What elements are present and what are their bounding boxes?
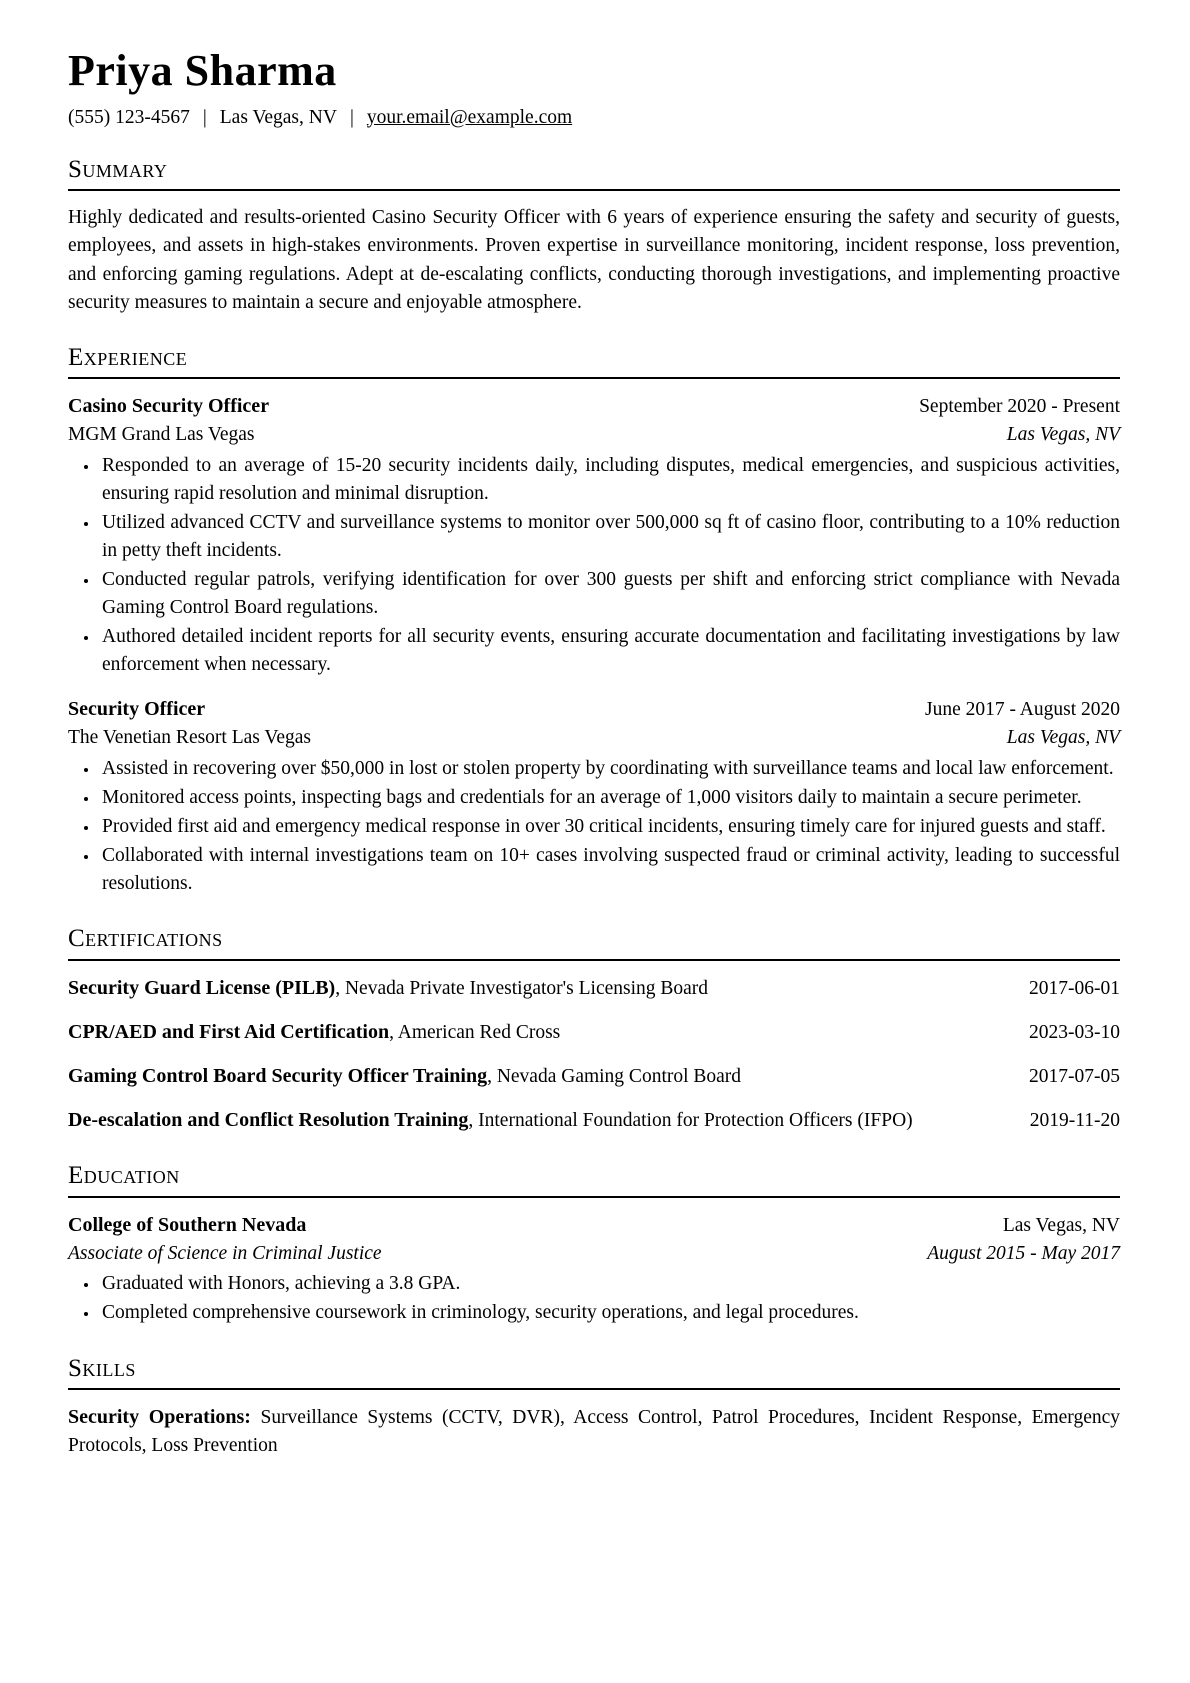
skills-line [68, 1403, 1120, 1460]
school-location: Las Vegas, NV [1002, 1214, 1120, 1236]
section-summary [68, 156, 1120, 317]
certification-issuer-separator: , [389, 1022, 398, 1043]
certification-issuer: International Foundation for Protection Officers (IFPO) [478, 1110, 913, 1132]
certification-issuer: American Red Cross [397, 1022, 561, 1043]
education-bullet: • Completed comprehensive coursework in criminology, security operations, and legal procedures. [99, 1299, 1120, 1327]
section-experience [68, 344, 1120, 899]
job-bullet: • Conducted regular patrols, verifying identification for over 300 guests per shift and enforcing strict compliance with Nevada Gaming Control Board regulations. [99, 566, 1120, 622]
experience-heading: Experience [68, 344, 1120, 380]
certification-date: 2017-07-05 [1029, 1066, 1120, 1088]
job-bullet: • Utilized advanced CCTV and surveillance systems to monitor over 500,000 sq ft of casino floor, contributing to a 10% reduction in petty theft incidents. [99, 509, 1120, 565]
education-heading: Education [68, 1162, 1120, 1198]
certification-row [68, 1062, 1120, 1091]
certification-name: Gaming Control Board Security Officer Training [68, 1065, 488, 1088]
certification-row [68, 1106, 1120, 1135]
skills-list-text: Surveillance Systems (CCTV, DVR), Access Control, Patrol Procedures, Incident Response, Emergency Protocols, Loss Prevention [68, 1407, 1121, 1457]
summary-paragraph: Highly dedicated and results-oriented Casino Security Officer with 6 years of experience ensuring the safety and security of guests, employees, and assets in high-stakes environments. Proven expertise in surveillance monitoring, incident response, loss prevention, and enforcing gaming regulations. Adept at de-escalating conflicts, conducting thorough investigations, and implementing proactive security measures to maintain a secure and enjoyable atmosphere. [68, 207, 1120, 313]
certification-name: De-escalation and Conflict Resolution Training [68, 1109, 469, 1132]
experience-job [68, 695, 1120, 898]
certification-issuer-separator: , [468, 1110, 479, 1132]
job-dates: June 2017 - August 2020 [925, 699, 1120, 721]
job-bullet: • Provided first aid and emergency medical response in over 30 critical incidents, ensuring timely care for injured guests and staff. [99, 813, 1120, 841]
summary-heading: Summary [68, 156, 1120, 192]
certification-row [68, 974, 1120, 1003]
education-entry [68, 1211, 1120, 1328]
certification-name: Security Guard License (PILB) [68, 976, 336, 999]
section-education [68, 1162, 1120, 1327]
job-bullet: • Authored detailed incident reports for all security events, ensuring accurate documentation and facilitating investigations by law enforcement when necessary. [99, 623, 1120, 679]
job-bullet: • Monitored access points, inspecting bags and credentials for an average of 1,000 visitors daily to maintain a secure perimeter. [99, 784, 1120, 812]
certification-issuer-separator: , [487, 1066, 497, 1088]
job-bullet-list [68, 755, 1120, 898]
person-name: Priya Sharma [68, 46, 337, 95]
experience-job [68, 392, 1120, 679]
certifications-heading: Certifications [68, 925, 1120, 961]
job-title: Security Officer [68, 698, 206, 721]
job-company: The Venetian Resort Las Vegas [68, 727, 311, 749]
location-text: Las Vegas, NV [219, 106, 337, 128]
education-bullet-list [68, 1270, 1120, 1327]
certification-date: 2017-06-01 [1029, 977, 1120, 999]
certification-issuer-separator: , [335, 977, 345, 999]
section-certifications [68, 925, 1120, 1135]
certification-date: 2019-11-20 [1029, 1110, 1120, 1132]
contact-line [68, 107, 1120, 129]
resume-header [68, 46, 1120, 129]
certification-issuer: Nevada Private Investigator's Licensing Board [344, 977, 709, 999]
certification-date: 2023-03-10 [1029, 1022, 1120, 1043]
contact-separator: | [349, 106, 354, 128]
job-bullet: • Assisted in recovering over $50,000 in lost or stolen property by coordinating with surveillance teams and local law enforcement. [99, 755, 1120, 783]
job-company: MGM Grand Las Vegas [68, 424, 255, 446]
contact-separator: | [202, 106, 207, 128]
phone-number: (555) 123-4567 [68, 106, 190, 128]
job-location: Las Vegas, NV [1006, 727, 1120, 749]
job-bullet: • Collaborated with internal investigations team on 10+ cases involving suspected fraud or criminal activity, leading to successful resolutions. [99, 842, 1120, 898]
job-bullet: • Responded to an average of 15-20 security incidents daily, including disputes, medical emergencies, and suspicious activities, ensuring rapid resolution and minimal disruption. [99, 452, 1120, 508]
certification-issuer: Nevada Gaming Control Board [496, 1066, 742, 1088]
email-link[interactable]: your.email@example.com [366, 106, 573, 128]
school-name: College of Southern Nevada [68, 1213, 307, 1236]
job-bullet-list [68, 452, 1120, 680]
job-dates: September 2020 - Present [919, 396, 1120, 418]
degree-name: Associate of Science in Criminal Justice [68, 1242, 382, 1264]
certification-name: CPR/AED and First Aid Certification [68, 1021, 390, 1043]
section-skills [68, 1355, 1120, 1461]
job-title: Casino Security Officer [68, 395, 270, 418]
education-bullet: • Graduated with Honors, achieving a 3.8 GPA. [99, 1270, 1120, 1298]
skills-heading: Skills [68, 1355, 1120, 1391]
education-dates: August 2015 - May 2017 [927, 1242, 1120, 1264]
skills-category-label: Security Operations: [68, 1406, 251, 1429]
certification-row [68, 1018, 1120, 1047]
job-location: Las Vegas, NV [1006, 424, 1120, 446]
